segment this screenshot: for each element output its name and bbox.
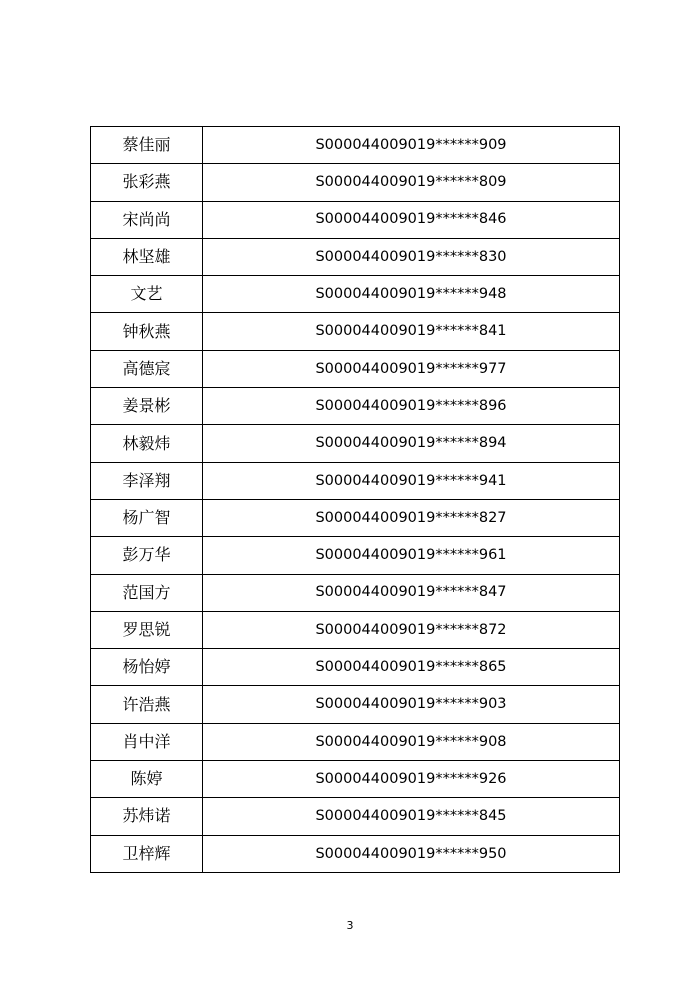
table-row bbox=[91, 723, 620, 760]
name-cell: 钟秋燕 bbox=[91, 313, 203, 350]
table-row bbox=[91, 686, 620, 723]
id-cell: S000044009019******909 bbox=[203, 127, 620, 164]
id-cell: S000044009019******941 bbox=[203, 462, 620, 499]
id-cell: S000044009019******948 bbox=[203, 276, 620, 313]
id-cell: S000044009019******809 bbox=[203, 164, 620, 201]
name-cell: 姜景彬 bbox=[91, 388, 203, 425]
roster-table bbox=[90, 126, 620, 873]
name-cell: 张彩燕 bbox=[91, 164, 203, 201]
name-cell: 宋尚尚 bbox=[91, 201, 203, 238]
name-cell: 肖中洋 bbox=[91, 723, 203, 760]
name-cell: 林坚雄 bbox=[91, 238, 203, 275]
table-row bbox=[91, 574, 620, 611]
id-cell: S000044009019******926 bbox=[203, 761, 620, 798]
id-cell: S000044009019******908 bbox=[203, 723, 620, 760]
name-cell: 彭万华 bbox=[91, 537, 203, 574]
name-cell: 文艺 bbox=[91, 276, 203, 313]
id-cell: S000044009019******950 bbox=[203, 835, 620, 872]
name-cell: 卫梓辉 bbox=[91, 835, 203, 872]
id-cell: S000044009019******894 bbox=[203, 425, 620, 462]
id-cell: S000044009019******896 bbox=[203, 388, 620, 425]
table-row bbox=[91, 649, 620, 686]
id-cell: S000044009019******827 bbox=[203, 499, 620, 536]
name-cell: 杨怡婷 bbox=[91, 649, 203, 686]
table-row bbox=[91, 462, 620, 499]
id-cell: S000044009019******847 bbox=[203, 574, 620, 611]
table-row bbox=[91, 201, 620, 238]
id-cell: S000044009019******872 bbox=[203, 611, 620, 648]
name-cell: 杨广智 bbox=[91, 499, 203, 536]
name-cell: 罗思锐 bbox=[91, 611, 203, 648]
table-row bbox=[91, 164, 620, 201]
id-cell: S000044009019******961 bbox=[203, 537, 620, 574]
name-cell: 苏炜诺 bbox=[91, 798, 203, 835]
id-cell: S000044009019******845 bbox=[203, 798, 620, 835]
table-row bbox=[91, 388, 620, 425]
name-cell: 林毅炜 bbox=[91, 425, 203, 462]
name-cell: 许浩燕 bbox=[91, 686, 203, 723]
table-row bbox=[91, 313, 620, 350]
page-number: 3 bbox=[346, 919, 354, 932]
name-cell: 范国方 bbox=[91, 574, 203, 611]
table-row bbox=[91, 238, 620, 275]
name-cell: 高德宸 bbox=[91, 350, 203, 387]
table-row bbox=[91, 350, 620, 387]
table-row bbox=[91, 425, 620, 462]
id-cell: S000044009019******846 bbox=[203, 201, 620, 238]
table-row bbox=[91, 761, 620, 798]
id-cell: S000044009019******841 bbox=[203, 313, 620, 350]
table-row bbox=[91, 835, 620, 872]
table-row bbox=[91, 276, 620, 313]
id-cell: S000044009019******903 bbox=[203, 686, 620, 723]
name-cell: 李泽翔 bbox=[91, 462, 203, 499]
id-cell: S000044009019******865 bbox=[203, 649, 620, 686]
table-row bbox=[91, 499, 620, 536]
name-cell: 陈婷 bbox=[91, 761, 203, 798]
table-row bbox=[91, 611, 620, 648]
id-cell: S000044009019******977 bbox=[203, 350, 620, 387]
id-cell: S000044009019******830 bbox=[203, 238, 620, 275]
table-row bbox=[91, 537, 620, 574]
name-cell: 蔡佳丽 bbox=[91, 127, 203, 164]
table-row bbox=[91, 127, 620, 164]
table-row bbox=[91, 798, 620, 835]
